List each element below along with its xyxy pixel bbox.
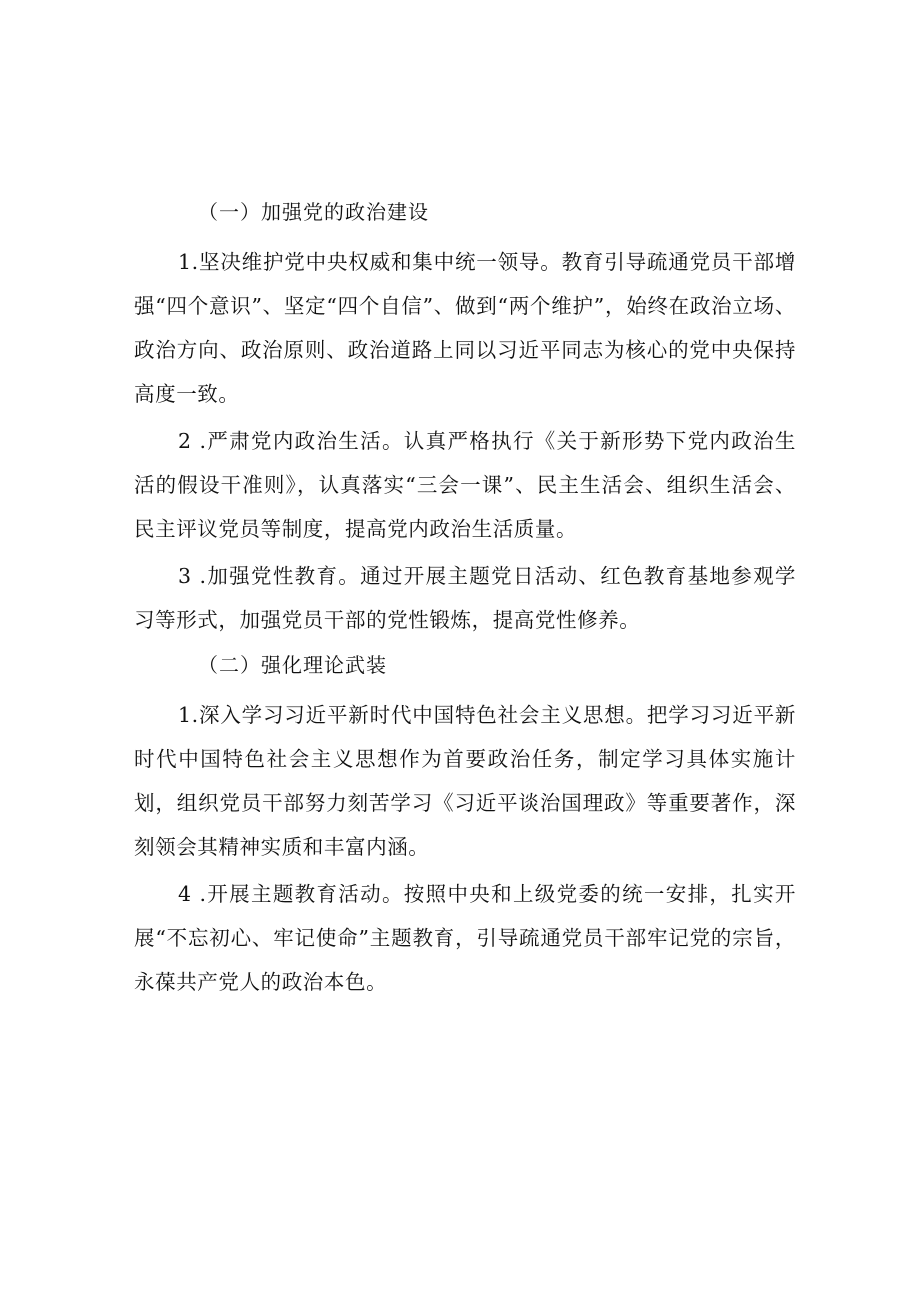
section-heading-2: （二）强化理论武装 [198,653,387,677]
section-heading-1: （一）加强党的政治建设 [198,200,429,224]
paragraph-2-1: 1.深入学习习近平新时代中国特色社会主义思想。把学习习近平新时代中国特色社会主义思想作为首要政治任务，制定学习具体实施计划，组织党员干部努力刻苦学习《习近平谈治国理政》等重要著作，深刻领会其精神实质和丰富内涵。 [134,703,796,859]
document-body [134,192,796,1007]
paragraph-1-1: 1.坚决维护党中央权威和集中统一领导。教育引导疏通党员干部增强“四个意识”、坚定“四个自信”、做到“两个维护”，始终在政治立场、政治方向、政治原则、政治道路上同以习近平同志为核心的党中央保持高度一致。 [134,250,796,406]
paragraph-2-2: 4 .开展主题教育活动。按照中央和上级党委的统一安排，扎实开展“不忘初心、牢记使命”主题教育，引导疏通党员干部牢记党的宗旨，永葆共产党人的政治本色。 [134,882,796,994]
paragraph-1-3: 3 .加强党性教育。通过开展主题党日活动、红色教育基地参观学习等形式，加强党员干部的党性锻炼，提高党性修养。 [134,564,796,632]
paragraph-1-2: 2 .严肃党内政治生活。认真严格执行《关于新形势下党内政治生活的假设干准则》，认真落实“三会一课”、民主生活会、组织生活会、民主评议党员等制度，提高党内政治生活质量。 [134,429,796,541]
